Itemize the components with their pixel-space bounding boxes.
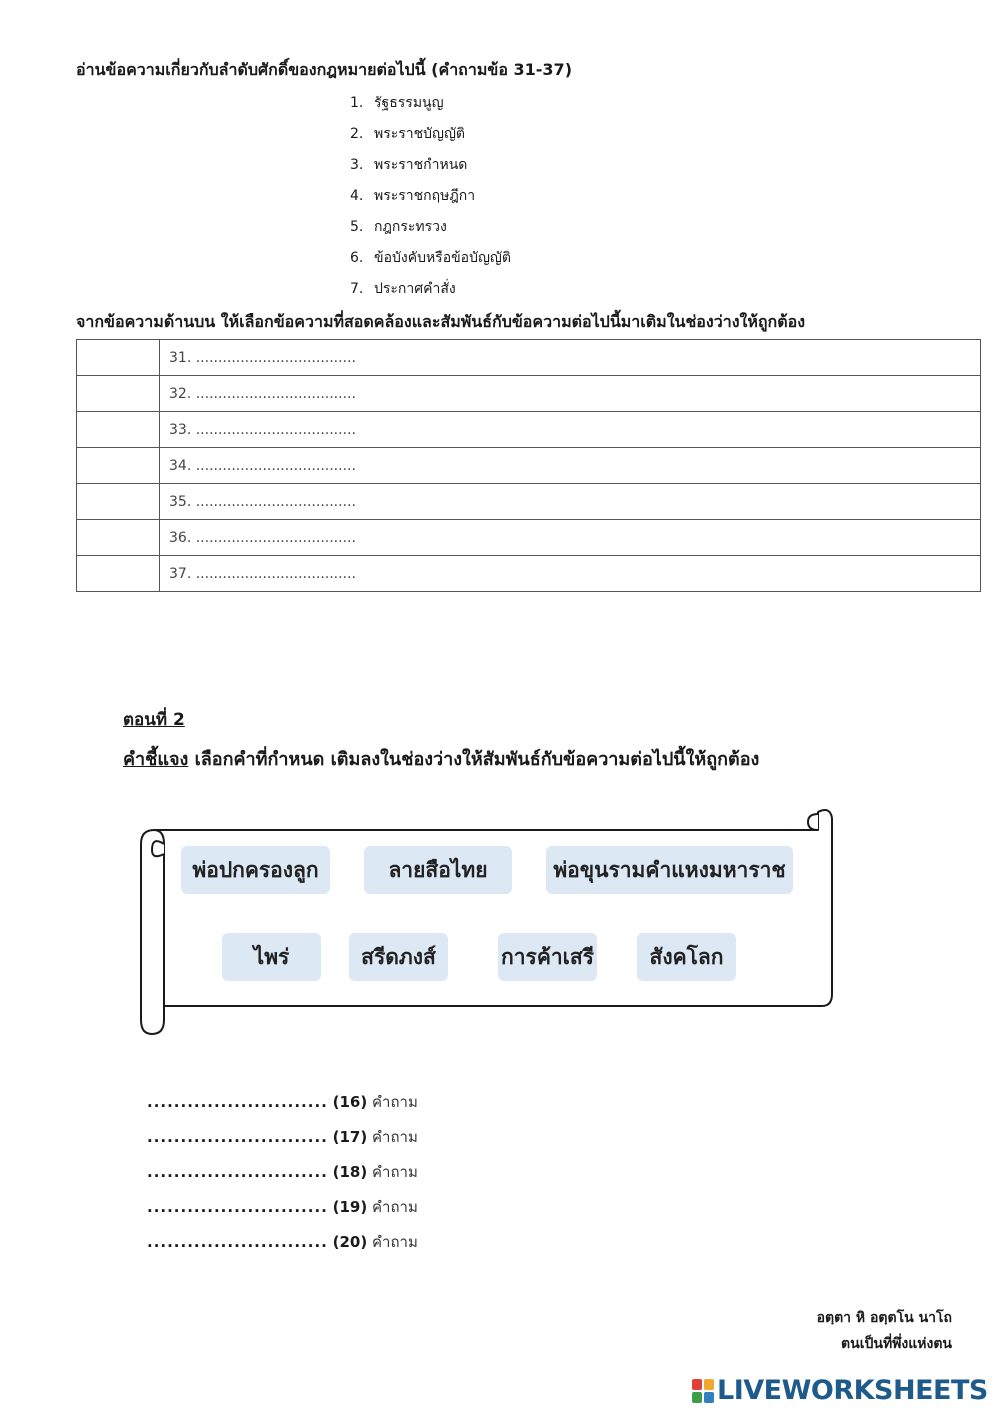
liveworksheets-logo [692, 1374, 990, 1408]
question-cell: 36. .................................... [160, 520, 981, 556]
table-row [77, 556, 981, 592]
fill-blank[interactable]: ........................... [147, 1198, 328, 1216]
proverb-pali: อตฺตา หิ อตฺตโน นาโถ [816, 1310, 952, 1326]
answer-table [76, 339, 981, 592]
question-cell: 33. .................................... [160, 412, 981, 448]
section-instruction [123, 744, 759, 773]
logo-icon [692, 1379, 714, 1403]
instruction-body: เลือกคำที่กำหนด เติมลงในช่องว่างให้สัมพันธ์กับข้อความต่อไปนี้ให้ถูกต้อง [188, 749, 760, 770]
fill-item: ........................... (18) คำถาม [147, 1163, 418, 1181]
law-item: 7. ประกาศคำสั่ง [350, 281, 456, 297]
section-title: ตอนที่ 2 [123, 710, 185, 730]
law-item: 6. ข้อบังคับหรือข้อบัญญัติ [350, 250, 511, 266]
law-item: 5. กฎกระทรวง [350, 219, 447, 235]
fill-item: ........................... (16) คำถาม [147, 1093, 418, 1111]
law-item: 4. พระราชกฤษฎีกา [350, 188, 476, 204]
answer-blank[interactable] [77, 556, 160, 592]
answer-blank[interactable] [77, 448, 160, 484]
word-chip[interactable]: สังคโลก [637, 933, 736, 981]
question-cell: 34. .................................... [160, 448, 981, 484]
proverb [817, 1305, 952, 1357]
proverb-thai: ตนเป็นที่พึ่งแห่งตน [841, 1336, 952, 1352]
table-row [77, 376, 981, 412]
table-row [77, 448, 981, 484]
fill-item: ........................... (17) คำถาม [147, 1128, 418, 1146]
fill-item: ........................... (20) คำถาม [147, 1233, 418, 1251]
table-row [77, 520, 981, 556]
word-chip[interactable]: พ่อปกครองลูก [181, 846, 330, 894]
law-item: 2. พระราชบัญญัติ [350, 126, 465, 142]
answer-blank[interactable] [77, 484, 160, 520]
fill-item: ........................... (19) คำถาม [147, 1198, 418, 1216]
answer-blank[interactable] [77, 520, 160, 556]
table-row [77, 412, 981, 448]
answer-blank[interactable] [77, 340, 160, 376]
word-chip[interactable]: ไพร่ [222, 933, 321, 981]
fill-in-list [147, 1090, 418, 1265]
fill-blank[interactable]: ........................... [147, 1128, 328, 1146]
law-hierarchy-list [350, 92, 511, 309]
fill-blank[interactable]: ........................... [147, 1233, 328, 1251]
brand-name: LIVEWORKSHEETS [717, 1375, 988, 1406]
word-bank-scroll [136, 804, 838, 1040]
fill-blank[interactable]: ........................... [147, 1093, 328, 1111]
word-chip[interactable]: การค้าเสรี [498, 933, 597, 981]
law-item: 1. รัฐธรรมนูญ [350, 95, 444, 111]
question-cell: 32. .................................... [160, 376, 981, 412]
question-cell: 37. .................................... [160, 556, 981, 592]
word-chip[interactable]: สรีดภงส์ [349, 933, 448, 981]
instruction-label: คำชี้แจง [123, 749, 189, 770]
law-item: 3. พระราชกำหนด [350, 157, 468, 173]
intro-text: อ่านข้อความเกี่ยวกับลำดับศักดิ์ของกฎหมายต่อไปนี้ (คำถามข้อ 31-37) [76, 60, 572, 79]
fill-blank[interactable]: ........................... [147, 1163, 328, 1181]
question-cell: 31. .................................... [160, 340, 981, 376]
word-chip[interactable]: พ่อขุนรามคำแหงมหาราช [546, 846, 793, 894]
question-cell: 35. .................................... [160, 484, 981, 520]
word-chip[interactable]: ลายสือไทย [364, 846, 512, 894]
table-row [77, 484, 981, 520]
answer-blank[interactable] [77, 376, 160, 412]
table-row [77, 340, 981, 376]
answer-blank[interactable] [77, 412, 160, 448]
instruction-text: จากข้อความด้านบน ให้เลือกข้อความที่สอดคล้องและสัมพันธ์กับข้อความต่อไปนี้มาเติมในช่องว่างให้ถูกต้อง [76, 312, 806, 331]
scroll-icon [136, 804, 838, 1040]
